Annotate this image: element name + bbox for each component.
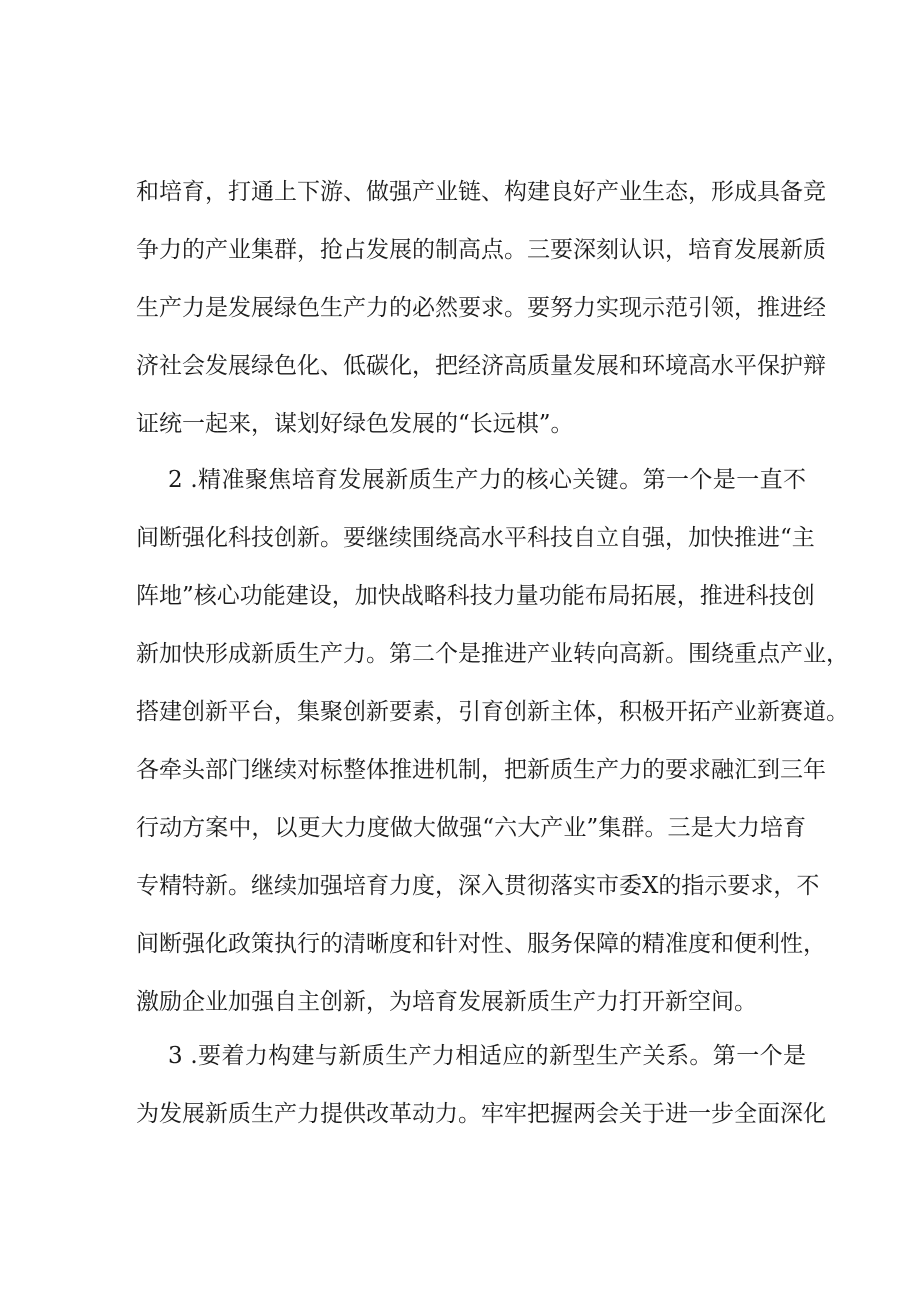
paragraph-line: 阵地”核心功能建设，加快战略科技力量功能布局拓展，推进科技创	[136, 583, 815, 609]
paragraph-first-line: 3 .要着力构建与新质生产力相适应的新型生产关系。第一个是	[168, 1043, 806, 1069]
paragraph-line: 各牵头部门继续对标整体推进机制，把新质生产力的要求融汇到三年	[136, 757, 826, 783]
paragraph-line: 间断强化科技创新。要继续围绕高水平科技自立自强，加快推进“主	[136, 525, 815, 551]
paragraph-line: 激励企业加强自主创新，为培育发展新质生产力打开新空间。	[136, 989, 757, 1015]
paragraph-line: 生产力是发展绿色生产力的必然要求。要努力实现示范引领，推进经	[136, 295, 826, 321]
paragraph-line: 和培育，打通上下游、做强产业链、构建良好产业生态，形成具备竞	[136, 179, 826, 205]
paragraph-line: 间断强化政策执行的清晰度和针对性、服务保障的精准度和便利性，	[136, 931, 826, 957]
paragraph-line: 专精特新。继续加强培育力度，深入贯彻落实市委X的指示要求，不	[136, 873, 820, 899]
paragraph-line: 搭建创新平台，集聚创新要素，引育创新主体，积极开拓产业新赛道。	[136, 699, 849, 725]
paragraph-line: 济社会发展绿色化、低碳化，把经济高质量发展和环境高水平保护辩	[136, 353, 826, 379]
paragraph-line: 行动方案中，以更大力度做大做强“六大产业”集群。三是大力培育	[136, 815, 806, 841]
paragraph-first-line: 2 .精准聚焦培育发展新质生产力的核心关键。第一个是一直不	[168, 467, 806, 493]
paragraph-line: 证统一起来，谋划好绿色发展的“长远棋”。	[136, 411, 574, 437]
paragraph-line: 争力的产业集群，抢占发展的制高点。三要深刻认识，培育发展新质	[136, 237, 826, 263]
paragraph-line: 为发展新质生产力提供改革动力。牢牢把握两会关于进一步全面深化	[136, 1101, 826, 1127]
paragraph-line: 新加快形成新质生产力。第二个是推进产业转向高新。围绕重点产业，	[136, 641, 849, 667]
